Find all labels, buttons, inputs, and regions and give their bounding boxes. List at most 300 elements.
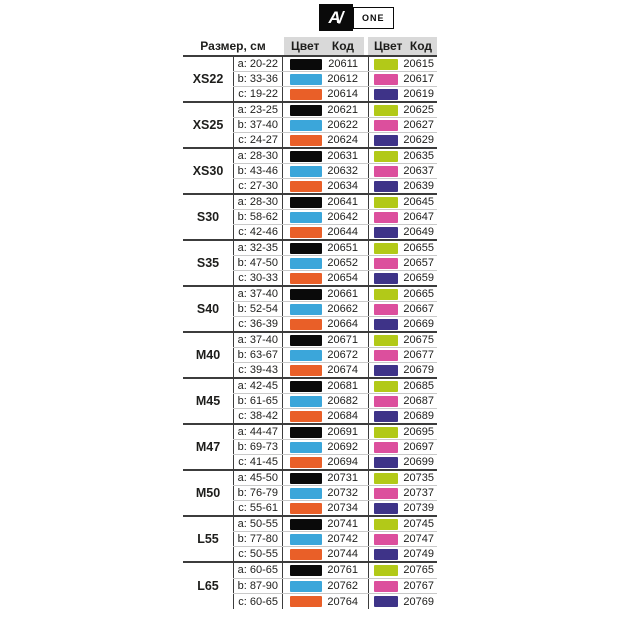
color-swatch-orange (290, 365, 322, 376)
color-swatch-black (290, 289, 322, 300)
color-code-cell-1 (283, 363, 364, 377)
color-swatch-orange (290, 273, 322, 284)
color-code-cell-2 (368, 241, 437, 255)
code-value: 20765 (403, 564, 434, 577)
size-group-rows (233, 471, 437, 515)
color-swatch-lime (374, 519, 398, 530)
measurement-cell: b: 33-36 (233, 72, 283, 86)
code-value: 20652 (327, 257, 358, 269)
code-value: 20641 (327, 196, 358, 208)
table-row (233, 210, 437, 225)
color-swatch-black (290, 105, 322, 116)
code-value: 20632 (327, 165, 358, 177)
code-value: 20611 (328, 58, 358, 70)
measurement-cell: b: 77-80 (233, 532, 283, 546)
measurement-cell: c: 41-45 (233, 455, 283, 469)
measurement-cell: c: 30-33 (233, 271, 283, 285)
color-swatch-blue (290, 74, 322, 85)
code-value: 20661 (327, 288, 358, 300)
code-value: 20749 (403, 548, 434, 560)
color-code-cell-2 (368, 501, 437, 515)
color-swatch-lime (374, 105, 398, 116)
size-group (183, 379, 437, 425)
code-value: 20692 (327, 441, 358, 453)
code-value: 20741 (327, 518, 358, 530)
color-code-cell-1 (283, 87, 364, 101)
code-value: 20647 (403, 211, 434, 223)
color-code-cell-2 (368, 133, 437, 147)
size-group (183, 287, 437, 333)
color-swatch-orange (290, 181, 322, 192)
size-group (183, 241, 437, 287)
color-code-cell-2 (368, 379, 437, 393)
color-code-cell-2 (368, 179, 437, 193)
size-group (183, 563, 437, 609)
color-swatch-black (290, 335, 322, 346)
color-code-cell-1 (283, 72, 364, 86)
color-code-cell-1 (283, 256, 364, 270)
measurement-cell: a: 45-50 (233, 471, 283, 485)
measurement-cell: a: 23-25 (233, 103, 283, 117)
color-swatch-lime (374, 565, 398, 576)
code-value: 20635 (403, 150, 434, 162)
size-group (183, 149, 437, 195)
size-group (183, 57, 437, 103)
color-swatch-purple (374, 411, 398, 422)
header-color-1: Цвет (291, 39, 320, 53)
color-swatch-blue (290, 212, 322, 223)
code-value: 20737 (403, 487, 434, 499)
code-value: 20764 (327, 595, 358, 608)
color-swatch-blue (290, 396, 322, 407)
color-code-cell-1 (283, 486, 364, 500)
code-value: 20654 (327, 272, 358, 284)
header-color-2: Цвет (374, 39, 403, 53)
code-value: 20689 (403, 410, 434, 422)
color-swatch-orange (290, 227, 322, 238)
color-code-cell-1 (283, 471, 364, 485)
code-value: 20695 (403, 426, 434, 438)
color-swatch-lime (374, 473, 398, 484)
color-code-cell-1 (283, 287, 364, 301)
color-code-cell-1 (283, 149, 364, 163)
measurement-cell: c: 55-61 (233, 501, 283, 515)
measurement-cell: a: 60-65 (233, 563, 283, 578)
color-swatch-blue (290, 534, 322, 545)
table-row (233, 486, 437, 501)
table-row (233, 501, 437, 515)
size-label: XS22 (192, 72, 224, 86)
code-value: 20691 (327, 426, 358, 438)
measurement-cell: b: 52-54 (233, 302, 283, 316)
color-swatch-orange (290, 135, 322, 146)
color-swatch-orange (290, 503, 322, 514)
color-code-cell-1 (283, 241, 364, 255)
header-code-2: Код (409, 39, 432, 53)
code-value: 20697 (403, 441, 434, 453)
code-value: 20684 (327, 410, 358, 422)
size-label: L65 (197, 579, 219, 593)
color-code-cell-1 (283, 532, 364, 546)
size-label: M47 (195, 440, 221, 454)
color-code-cell-2 (368, 195, 437, 209)
code-value: 20674 (327, 364, 358, 376)
color-swatch-black (290, 473, 322, 484)
code-value: 20677 (403, 349, 434, 361)
color-code-cell-1 (283, 425, 364, 439)
table-row (233, 271, 437, 285)
code-value: 20687 (403, 395, 434, 407)
brand-name: ONE (353, 7, 394, 29)
size-group (183, 103, 437, 149)
table-row (233, 287, 437, 302)
code-value: 20769 (403, 595, 434, 608)
color-code-cell-2 (368, 72, 437, 86)
color-code-cell-2 (368, 563, 437, 578)
code-value: 20732 (327, 487, 358, 499)
size-label: M50 (195, 486, 221, 500)
table-row (233, 118, 437, 133)
color-code-cell-1 (283, 118, 364, 132)
code-value: 20681 (327, 380, 358, 392)
color-code-cell-2 (368, 455, 437, 469)
measurement-cell: c: 24-27 (233, 133, 283, 147)
measurement-cell: c: 50-55 (233, 547, 283, 561)
header-size: Размер, см (183, 37, 283, 55)
code-value: 20679 (403, 364, 434, 376)
color-code-cell-2 (368, 333, 437, 347)
color-swatch-pink (374, 120, 398, 131)
color-swatch-orange (290, 457, 322, 468)
color-code-cell-1 (283, 103, 364, 117)
table-row (233, 317, 437, 331)
color-code-cell-2 (368, 256, 437, 270)
color-code-cell-2 (368, 517, 437, 531)
code-value: 20667 (403, 303, 434, 315)
code-value: 20614 (327, 88, 358, 100)
measurement-cell: c: 27-30 (233, 179, 283, 193)
code-value: 20627 (403, 119, 434, 131)
color-code-cell-1 (283, 210, 364, 224)
code-value: 20682 (327, 395, 358, 407)
color-code-cell-2 (368, 302, 437, 316)
color-swatch-lime (374, 59, 398, 70)
color-swatch-pink (374, 350, 398, 361)
code-value: 20731 (327, 472, 358, 484)
color-swatch-lime (374, 197, 398, 208)
table-row (233, 471, 437, 486)
size-group (183, 333, 437, 379)
color-swatch-orange (290, 89, 322, 100)
table-body (183, 57, 437, 609)
measurement-cell: a: 44-47 (233, 425, 283, 439)
size-group-rows (233, 103, 437, 147)
color-swatch-orange (290, 549, 322, 560)
color-swatch-pink (374, 581, 398, 592)
color-code-cell-2 (368, 409, 437, 423)
brand-monogram: A/ (319, 4, 353, 31)
color-code-cell-2 (368, 87, 437, 101)
color-swatch-lime (374, 151, 398, 162)
code-value: 20612 (327, 73, 358, 85)
code-value: 20651 (327, 242, 358, 254)
measurement-cell: b: 63-67 (233, 348, 283, 362)
color-swatch-pink (374, 304, 398, 315)
header-color-code-1 (284, 37, 364, 55)
code-value: 20665 (403, 288, 434, 300)
code-value: 20622 (327, 119, 358, 131)
color-code-cell-2 (368, 363, 437, 377)
code-value: 20675 (403, 334, 434, 346)
code-value: 20649 (403, 226, 434, 238)
table-header-row (183, 37, 437, 57)
header-color-code-2 (368, 37, 437, 55)
color-code-cell-2 (368, 532, 437, 546)
size-group (183, 517, 437, 563)
color-code-cell-2 (368, 118, 437, 132)
color-swatch-pink (374, 442, 398, 453)
measurement-cell: c: 19-22 (233, 87, 283, 101)
size-group (183, 425, 437, 471)
size-group (183, 471, 437, 517)
color-swatch-blue (290, 350, 322, 361)
color-code-cell-1 (283, 57, 364, 71)
color-code-cell-1 (283, 501, 364, 515)
measurement-cell: b: 61-65 (233, 394, 283, 408)
measurement-cell: a: 32-35 (233, 241, 283, 255)
code-value: 20735 (403, 472, 434, 484)
size-group-rows (233, 241, 437, 285)
code-value: 20664 (327, 318, 358, 330)
color-swatch-pink (374, 488, 398, 499)
color-swatch-purple (374, 89, 398, 100)
color-code-cell-2 (368, 103, 437, 117)
code-value: 20659 (403, 272, 434, 284)
table-row (233, 333, 437, 348)
code-value: 20699 (403, 456, 434, 468)
table-row (233, 103, 437, 118)
color-code-cell-1 (283, 195, 364, 209)
color-code-cell-1 (283, 394, 364, 408)
color-code-cell-1 (283, 409, 364, 423)
color-code-cell-2 (368, 225, 437, 239)
color-code-cell-2 (368, 271, 437, 285)
table-row (233, 440, 437, 455)
code-value: 20645 (403, 196, 434, 208)
color-code-cell-2 (368, 164, 437, 178)
table-row (233, 72, 437, 87)
color-swatch-lime (374, 381, 398, 392)
size-group-rows (233, 517, 437, 561)
color-swatch-black (290, 519, 322, 530)
table-row (233, 517, 437, 532)
measurement-cell: c: 38-42 (233, 409, 283, 423)
table-row (233, 179, 437, 193)
code-value: 20657 (403, 257, 434, 269)
color-code-cell-2 (368, 547, 437, 561)
code-value: 20762 (327, 580, 358, 592)
color-swatch-purple (374, 227, 398, 238)
color-swatch-purple (374, 319, 398, 330)
color-code-cell-1 (283, 179, 364, 193)
code-value: 20745 (403, 518, 434, 530)
measurement-cell: b: 43-46 (233, 164, 283, 178)
table-row (233, 394, 437, 409)
color-swatch-purple (374, 549, 398, 560)
code-value: 20655 (403, 242, 434, 254)
color-code-cell-1 (283, 317, 364, 331)
color-code-cell-2 (368, 317, 437, 331)
code-value: 20624 (327, 134, 358, 146)
table-row (233, 195, 437, 210)
color-swatch-blue (290, 442, 322, 453)
table-row (233, 149, 437, 164)
color-swatch-purple (374, 273, 398, 284)
color-swatch-pink (374, 74, 398, 85)
code-value: 20669 (403, 318, 434, 330)
measurement-cell: b: 47-50 (233, 256, 283, 270)
color-swatch-black (290, 381, 322, 392)
color-swatch-blue (290, 488, 322, 499)
color-code-cell-2 (368, 149, 437, 163)
measurement-cell: a: 20-22 (233, 57, 283, 71)
color-code-cell-2 (368, 287, 437, 301)
table-row (233, 164, 437, 179)
code-value: 20662 (327, 303, 358, 315)
color-code-cell-1 (283, 455, 364, 469)
table-row (233, 379, 437, 394)
color-swatch-blue (290, 120, 322, 131)
size-label: S35 (196, 256, 220, 270)
size-group-rows (233, 195, 437, 239)
measurement-cell: a: 28-30 (233, 195, 283, 209)
size-label: XS25 (192, 118, 224, 132)
measurement-cell: b: 58-62 (233, 210, 283, 224)
code-value: 20734 (327, 502, 358, 514)
code-value: 20637 (403, 165, 434, 177)
color-code-cell-1 (283, 379, 364, 393)
color-code-cell-1 (283, 563, 364, 578)
measurement-cell: c: 42-46 (233, 225, 283, 239)
color-swatch-orange (290, 596, 322, 607)
color-code-cell-2 (368, 486, 437, 500)
color-code-cell-1 (283, 440, 364, 454)
code-value: 20615 (403, 58, 434, 70)
color-swatch-pink (374, 166, 398, 177)
color-code-cell-2 (368, 471, 437, 485)
table-row (233, 563, 437, 579)
size-label: XS30 (192, 164, 224, 178)
measurement-cell: b: 87-90 (233, 579, 283, 594)
color-swatch-pink (374, 212, 398, 223)
measurement-cell: a: 28-30 (233, 149, 283, 163)
color-swatch-blue (290, 581, 322, 592)
color-swatch-purple (374, 596, 398, 607)
code-value: 20671 (327, 334, 358, 346)
color-swatch-orange (290, 411, 322, 422)
code-value: 20644 (327, 226, 358, 238)
code-value: 20694 (327, 456, 358, 468)
measurement-cell: c: 39-43 (233, 363, 283, 377)
size-group-rows (233, 379, 437, 423)
color-swatch-black (290, 151, 322, 162)
color-swatch-purple (374, 181, 398, 192)
size-group-rows (233, 149, 437, 193)
measurement-cell: a: 42-45 (233, 379, 283, 393)
table-row (233, 409, 437, 423)
color-swatch-black (290, 197, 322, 208)
color-swatch-black (290, 427, 322, 438)
code-value: 20631 (327, 150, 358, 162)
code-value: 20672 (327, 349, 358, 361)
size-table (183, 37, 437, 609)
color-code-cell-2 (368, 594, 437, 609)
color-swatch-black (290, 59, 322, 70)
table-row (233, 256, 437, 271)
color-code-cell-2 (368, 210, 437, 224)
table-row (233, 425, 437, 440)
color-swatch-purple (374, 503, 398, 514)
code-value: 20619 (403, 88, 434, 100)
color-swatch-black (290, 243, 322, 254)
code-value: 20739 (403, 502, 434, 514)
code-value: 20742 (327, 533, 358, 545)
header-code-1: Код (331, 39, 354, 53)
code-value: 20634 (327, 180, 358, 192)
color-code-cell-1 (283, 594, 364, 609)
color-code-cell-2 (368, 348, 437, 362)
color-swatch-lime (374, 427, 398, 438)
code-value: 20639 (403, 180, 434, 192)
size-group-rows (233, 57, 437, 101)
color-swatch-lime (374, 289, 398, 300)
color-swatch-blue (290, 258, 322, 269)
color-code-cell-1 (283, 302, 364, 316)
color-swatch-blue (290, 166, 322, 177)
table-row (233, 348, 437, 363)
measurement-cell: b: 69-73 (233, 440, 283, 454)
code-value: 20685 (403, 380, 434, 392)
code-value: 20621 (327, 104, 358, 116)
table-row (233, 579, 437, 595)
size-group-rows (233, 425, 437, 469)
color-code-cell-2 (368, 394, 437, 408)
size-label: M45 (195, 394, 221, 408)
color-swatch-pink (374, 396, 398, 407)
color-code-cell-1 (283, 225, 364, 239)
table-row (233, 455, 437, 469)
size-group-rows (233, 563, 437, 609)
color-swatch-pink (374, 258, 398, 269)
measurement-cell: a: 37-40 (233, 333, 283, 347)
color-code-cell-1 (283, 348, 364, 362)
color-swatch-lime (374, 243, 398, 254)
size-label: M40 (195, 348, 221, 362)
code-value: 20617 (403, 73, 434, 85)
table-row (233, 133, 437, 147)
color-code-cell-1 (283, 517, 364, 531)
color-swatch-blue (290, 304, 322, 315)
code-value: 20625 (403, 104, 434, 116)
measurement-cell: c: 60-65 (233, 594, 283, 609)
code-value: 20744 (327, 548, 358, 560)
code-value: 20747 (403, 533, 434, 545)
table-row (233, 547, 437, 561)
color-code-cell-2 (368, 57, 437, 71)
color-code-cell-1 (283, 164, 364, 178)
color-swatch-orange (290, 319, 322, 330)
color-swatch-purple (374, 365, 398, 376)
